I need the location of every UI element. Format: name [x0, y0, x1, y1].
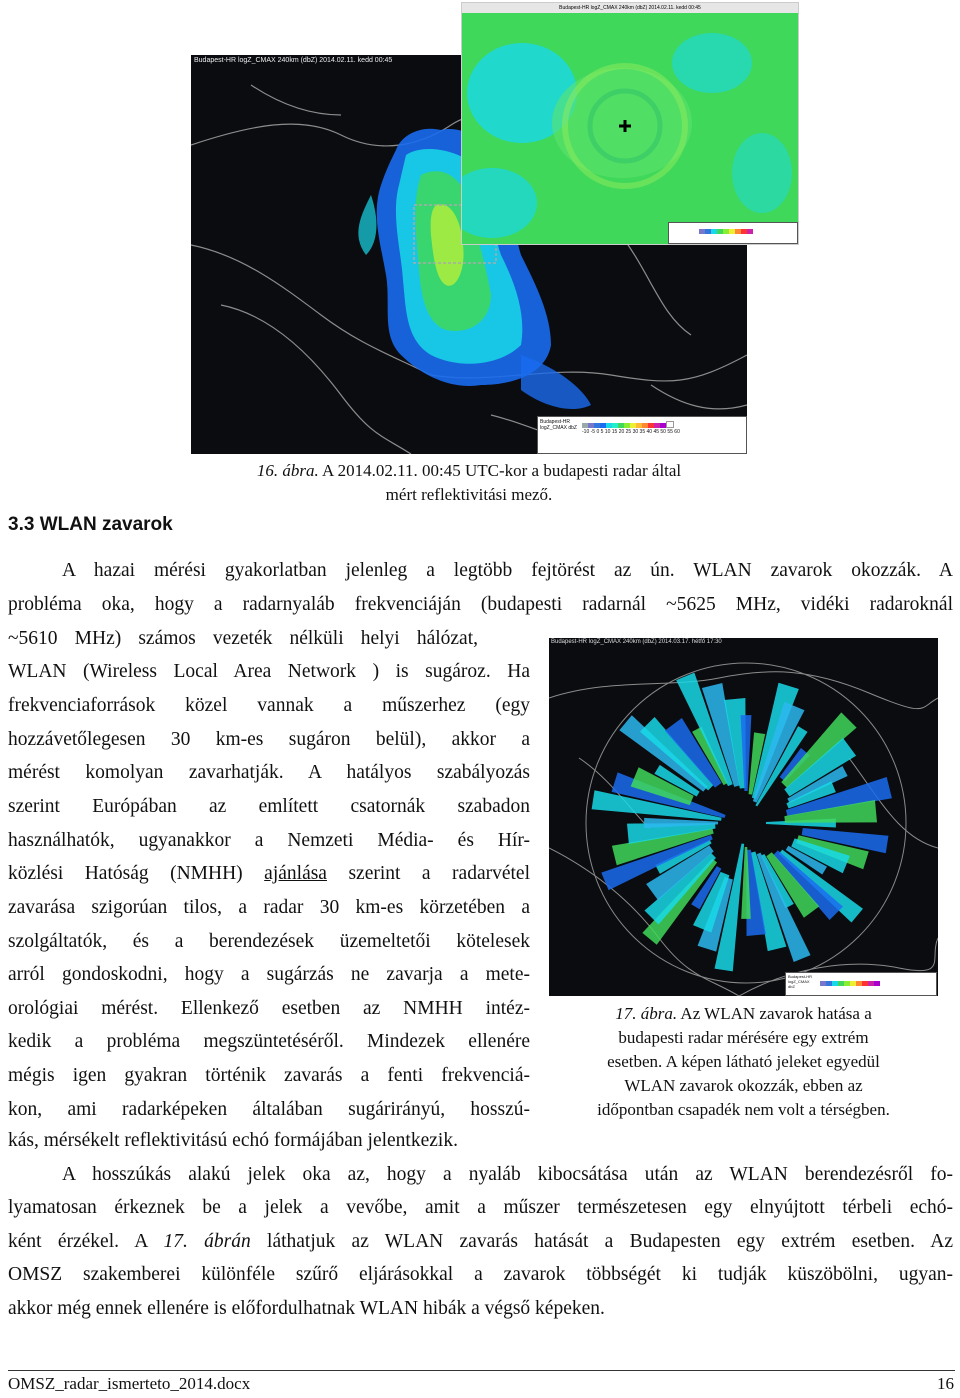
body-line-18: kás, mérsékelt reflektivitású echó formájában jelentkezik.	[8, 1130, 458, 1151]
figure-16-label: 16. ábra.	[256, 461, 319, 480]
figure-16-caption	[191, 459, 747, 507]
figure-17-caption-line3: esetben. A képen látható jeleket egyedül	[607, 1052, 880, 1071]
body-line-6: hozzávetőlegesen 30 km-es sugáron belül), akkor a	[8, 729, 530, 750]
figure-17-radar-image	[549, 638, 938, 996]
p2-line-3c: láthatjuk az WLAN zavarás hatását a Budapesten egy extrém esetben. Az	[250, 1231, 953, 1252]
radar-17-legend	[785, 972, 937, 996]
body-line-7: mérést komolyan zavarhatják. A hatályos szabályozás	[8, 762, 530, 783]
body-line-1: A hazai mérési gyakorlatban jelenleg a legtöbb fejtörést az ún. WLAN zavarok okozzák. A	[62, 560, 953, 581]
p2-line-4: OMSZ szakemberei különféle szűrő eljárásokkal a zavarok többségét ki tudják küszöbölni, ugyan-	[8, 1264, 953, 1285]
body-line-10	[8, 863, 530, 885]
inset-legend-swatches	[699, 229, 753, 236]
figure-17-caption	[549, 1002, 938, 1120]
body-line-17: kon, ami radarképeken általában sugárirányú, hosszú-	[8, 1099, 530, 1120]
body-line-4: WLAN (Wireless Local Area Network ) is sugároz. Ha	[8, 661, 530, 682]
p2-line-3a: ként érzékel. A	[8, 1231, 164, 1252]
body-line-2: probléma oka, hogy a radarnyaláb frekvenciáján (budapesti radarnál ~5625 MHz, vidéki radaroknál	[8, 594, 953, 615]
body-line-11: zavarása szigorúan tilos, a radar 30 km-es körzetében a	[8, 897, 530, 918]
body-line-10c: szerint a radarvétel	[326, 863, 530, 884]
footer-page-number: 16	[937, 1374, 954, 1393]
figure-17-caption-line1: Az WLAN zavarok hatása a	[677, 1004, 872, 1023]
p2-line-2: lyamatosan érkeznek be a jelek a vevőbe, amit a műszer természetesen egy elnyújtott térbeli echó-	[8, 1197, 953, 1218]
p2-line-5: akkor még ennek ellenére is előfordulhatnak WLAN hibák a végső képeken.	[8, 1298, 605, 1319]
figure-17-caption-line2: budapesti radar mérésére egy extrém	[618, 1028, 869, 1047]
body-line-9: használhatók, ugyanakkor a Nemzeti Média- és Hír-	[8, 830, 530, 851]
radar-17-legend-swatches	[820, 981, 880, 988]
ajanlasa-link[interactable]: ajánlása	[264, 863, 327, 884]
body-line-16: mégis igen gyakran történik zavarás a fenti frekvenciá-	[8, 1065, 530, 1086]
body-line-3: ~5610 MHz) számos vezeték nélküli helyi hálózat,	[8, 628, 478, 649]
body-line-15: kedik a probléma megszüntetéséről. Mindezek ellenére	[8, 1031, 530, 1052]
radar-inset-legend	[668, 222, 798, 244]
body-line-14: orológiai mérést. Ellenkező esetben az NMHH intéz-	[8, 998, 530, 1019]
body-line-8: szerint Európában az említett csatornák szabadon	[8, 796, 530, 817]
figure-16-inset-image	[461, 2, 799, 245]
figure-17-label: 17. ábra.	[615, 1004, 678, 1023]
radar-16-legend	[537, 416, 747, 454]
figure-17-caption-line5: időpontban csapadék nem volt a térségben.	[597, 1100, 890, 1119]
radar-17-legend-title: Budapest-HR logZ_CMAX dbZ	[788, 974, 813, 989]
radar-16-header: Budapest-HR logZ_CMAX 240km (dbZ) 2014.02.11. kedd 00:45	[194, 57, 393, 64]
footer-filename: OMSZ_radar_ismerteto_2014.docx	[8, 1374, 251, 1393]
radar-17-header: Budapest-HR logZ_CMAX 240km (dbZ) 2014.03.17. hétfő 17:30	[551, 639, 722, 645]
section-heading: 3.3 WLAN zavarok	[8, 514, 173, 535]
body-line-10a: közlési Hatóság (NMHH)	[8, 863, 265, 884]
radar-inset-header: Budapest-HR logZ_CMAX 240km (dbZ) 2014.02.11. kedd 00:45	[462, 3, 798, 13]
figure-16-caption-line1: A 2014.02.11. 00:45 UTC-kor a budapesti radar által	[318, 461, 682, 480]
radar-inset-map	[462, 3, 798, 244]
figure-17-reference: 17. ábrán	[163, 1231, 251, 1252]
radar-map-17	[549, 638, 938, 996]
body-line-13: arról gondoskodni, hogy a sugárzás ne zavarja a mete-	[8, 964, 530, 985]
body-line-12: szolgáltatók, és a berendezések üzemeltetői kötelesek	[8, 931, 530, 952]
footer-rule	[8, 1370, 955, 1371]
p2-line-3	[8, 1231, 953, 1253]
p2-line-1: A hosszúkás alakú jelek oka az, hogy a nyaláb kibocsátása után az WLAN berendezésről fo-	[62, 1164, 953, 1185]
legend-ticks: -10 -5 0 5 10 15 20 25 30 35 40 45 50 55 60	[582, 429, 680, 435]
figure-16-caption-line2: mért reflektivitási mező.	[385, 485, 553, 504]
figure-17-caption-line4: WLAN zavarok okozzák, ebben az	[624, 1076, 863, 1095]
body-line-5: frekvenciaforrások közel vannak a műszerhez (egy	[8, 695, 530, 716]
legend-title: Budapest-HR logZ_CMAX dbZ	[540, 419, 577, 431]
